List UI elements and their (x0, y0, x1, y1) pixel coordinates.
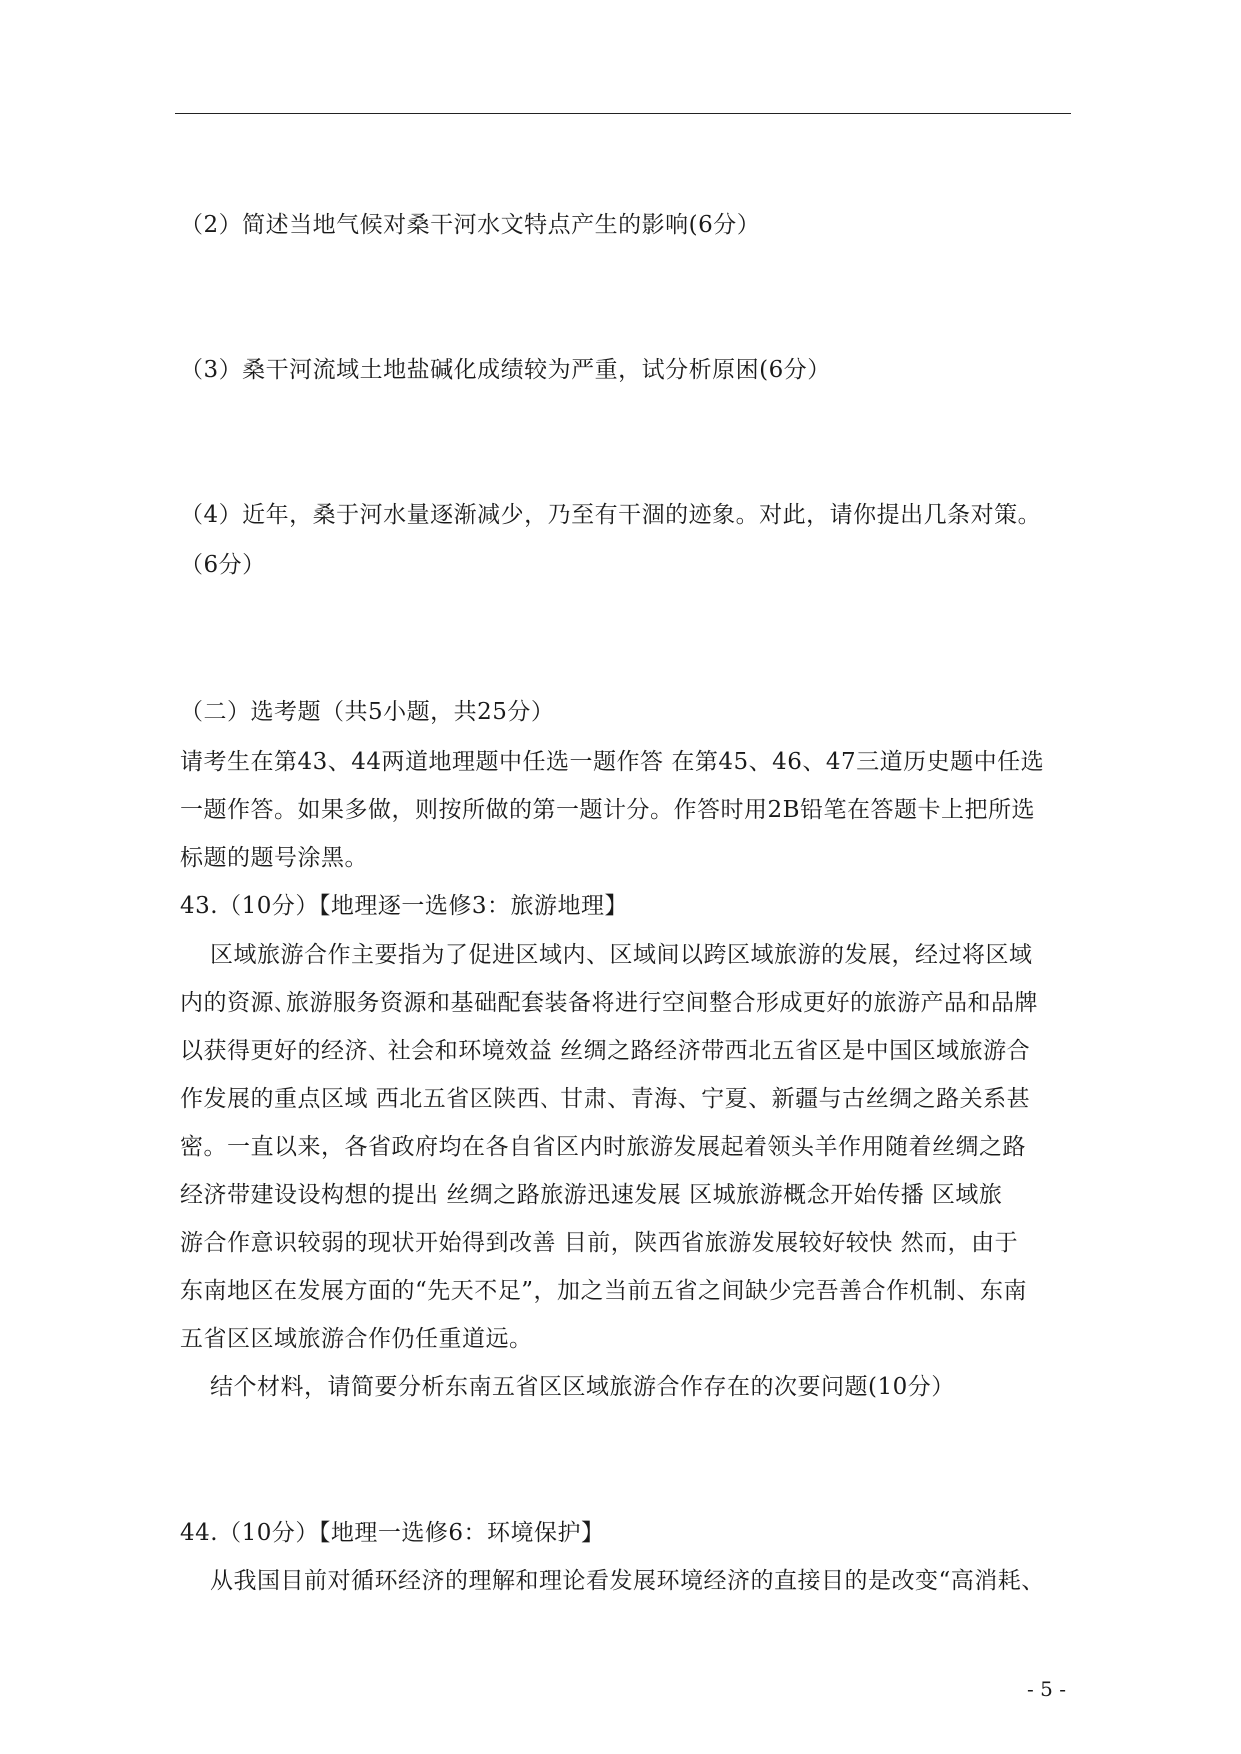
question-2: （2）简述当地气候对桑干河水文特点产生的影响(6分） (180, 212, 761, 238)
instruction-line: 一题作答。如果多做，则按所做的第一题计分。作答时用2B铅笔在答题卡上把所选 (180, 797, 1036, 823)
question-43-paragraph-line: 密。一直以来，各省政府均在各自省区内时旅游发展起着领头羊作用随着丝绸之路 (180, 1134, 1026, 1160)
question-43-paragraph-line: 内的资源､旅游服务资源和基础配套装备将进行空间整合形成更好的旅游产品和品牌 (180, 990, 1038, 1016)
question-4-line-1: （4）近年，桑于河水量逐渐减少，乃至有干涸的迹象。对此，请你提出几条对策。 (180, 502, 1042, 528)
question-43-paragraph-line: 东南地区在发展方面的“先天不足”，加之当前五省之间缺少完吾善合作机制、东南 (180, 1278, 1028, 1304)
question-43-paragraph-line: 经济带建设设构想的提出 丝绸之路旅游迅速发展 区城旅游概念开始传播 区域旅 (180, 1182, 1003, 1208)
page-number: - 5 - (1027, 1677, 1066, 1701)
instruction-line: 请考生在第43、44两道地理题中任选一题作答 在第45、46、47三道历史题中任选 (180, 749, 1045, 775)
question-43-paragraph-line: 五省区区域旅游合作仍任重道远。 (180, 1326, 533, 1352)
question-43-paragraph-line: 以获得更好的经济､ 社会和环境效益 丝绸之路经济带西北五省区是中国区域旅游合 (180, 1038, 1031, 1064)
instruction-line: 标题的题号涂黑。 (180, 845, 368, 871)
question-43-heading: 43.（10分）【地理逐一选修3：旅游地理】 (180, 893, 628, 919)
question-44-paragraph-line: 从我国目前对循环经济的理解和理论看发展环境经济的直接目的是改变“高消耗、 (210, 1568, 1045, 1594)
question-4-line-2: （6分） (180, 552, 266, 578)
question-43-paragraph-line: 区域旅游合作主要指为了促进区域内、区域间以跨区域旅游的发展，经过将区域 (210, 942, 1033, 968)
section-2-title: （二）选考题（共5小题，共25分） (180, 699, 555, 725)
question-3: （3）桑干河流域土地盐碱化成绩较为严重，试分析原困(6分） (180, 357, 831, 383)
question-43-paragraph-line: 作发展的重点区域 西北五省区陕西､ 甘肃、青海、宁夏、新疆与古丝绸之路关系甚 (180, 1086, 1031, 1112)
question-43-prompt: 结个材料，请简要分析东南五省区区域旅游合作存在的次要问题(10分） (210, 1374, 955, 1400)
question-44-heading: 44.（10分）【地理一选修6：环境保护】 (180, 1520, 605, 1546)
header-rule (175, 113, 1071, 114)
question-43-paragraph-line: 游合作意识较弱的现状开始得到改善 目前，陕西省旅游发展较好较快 然而，由于 (180, 1230, 1019, 1256)
